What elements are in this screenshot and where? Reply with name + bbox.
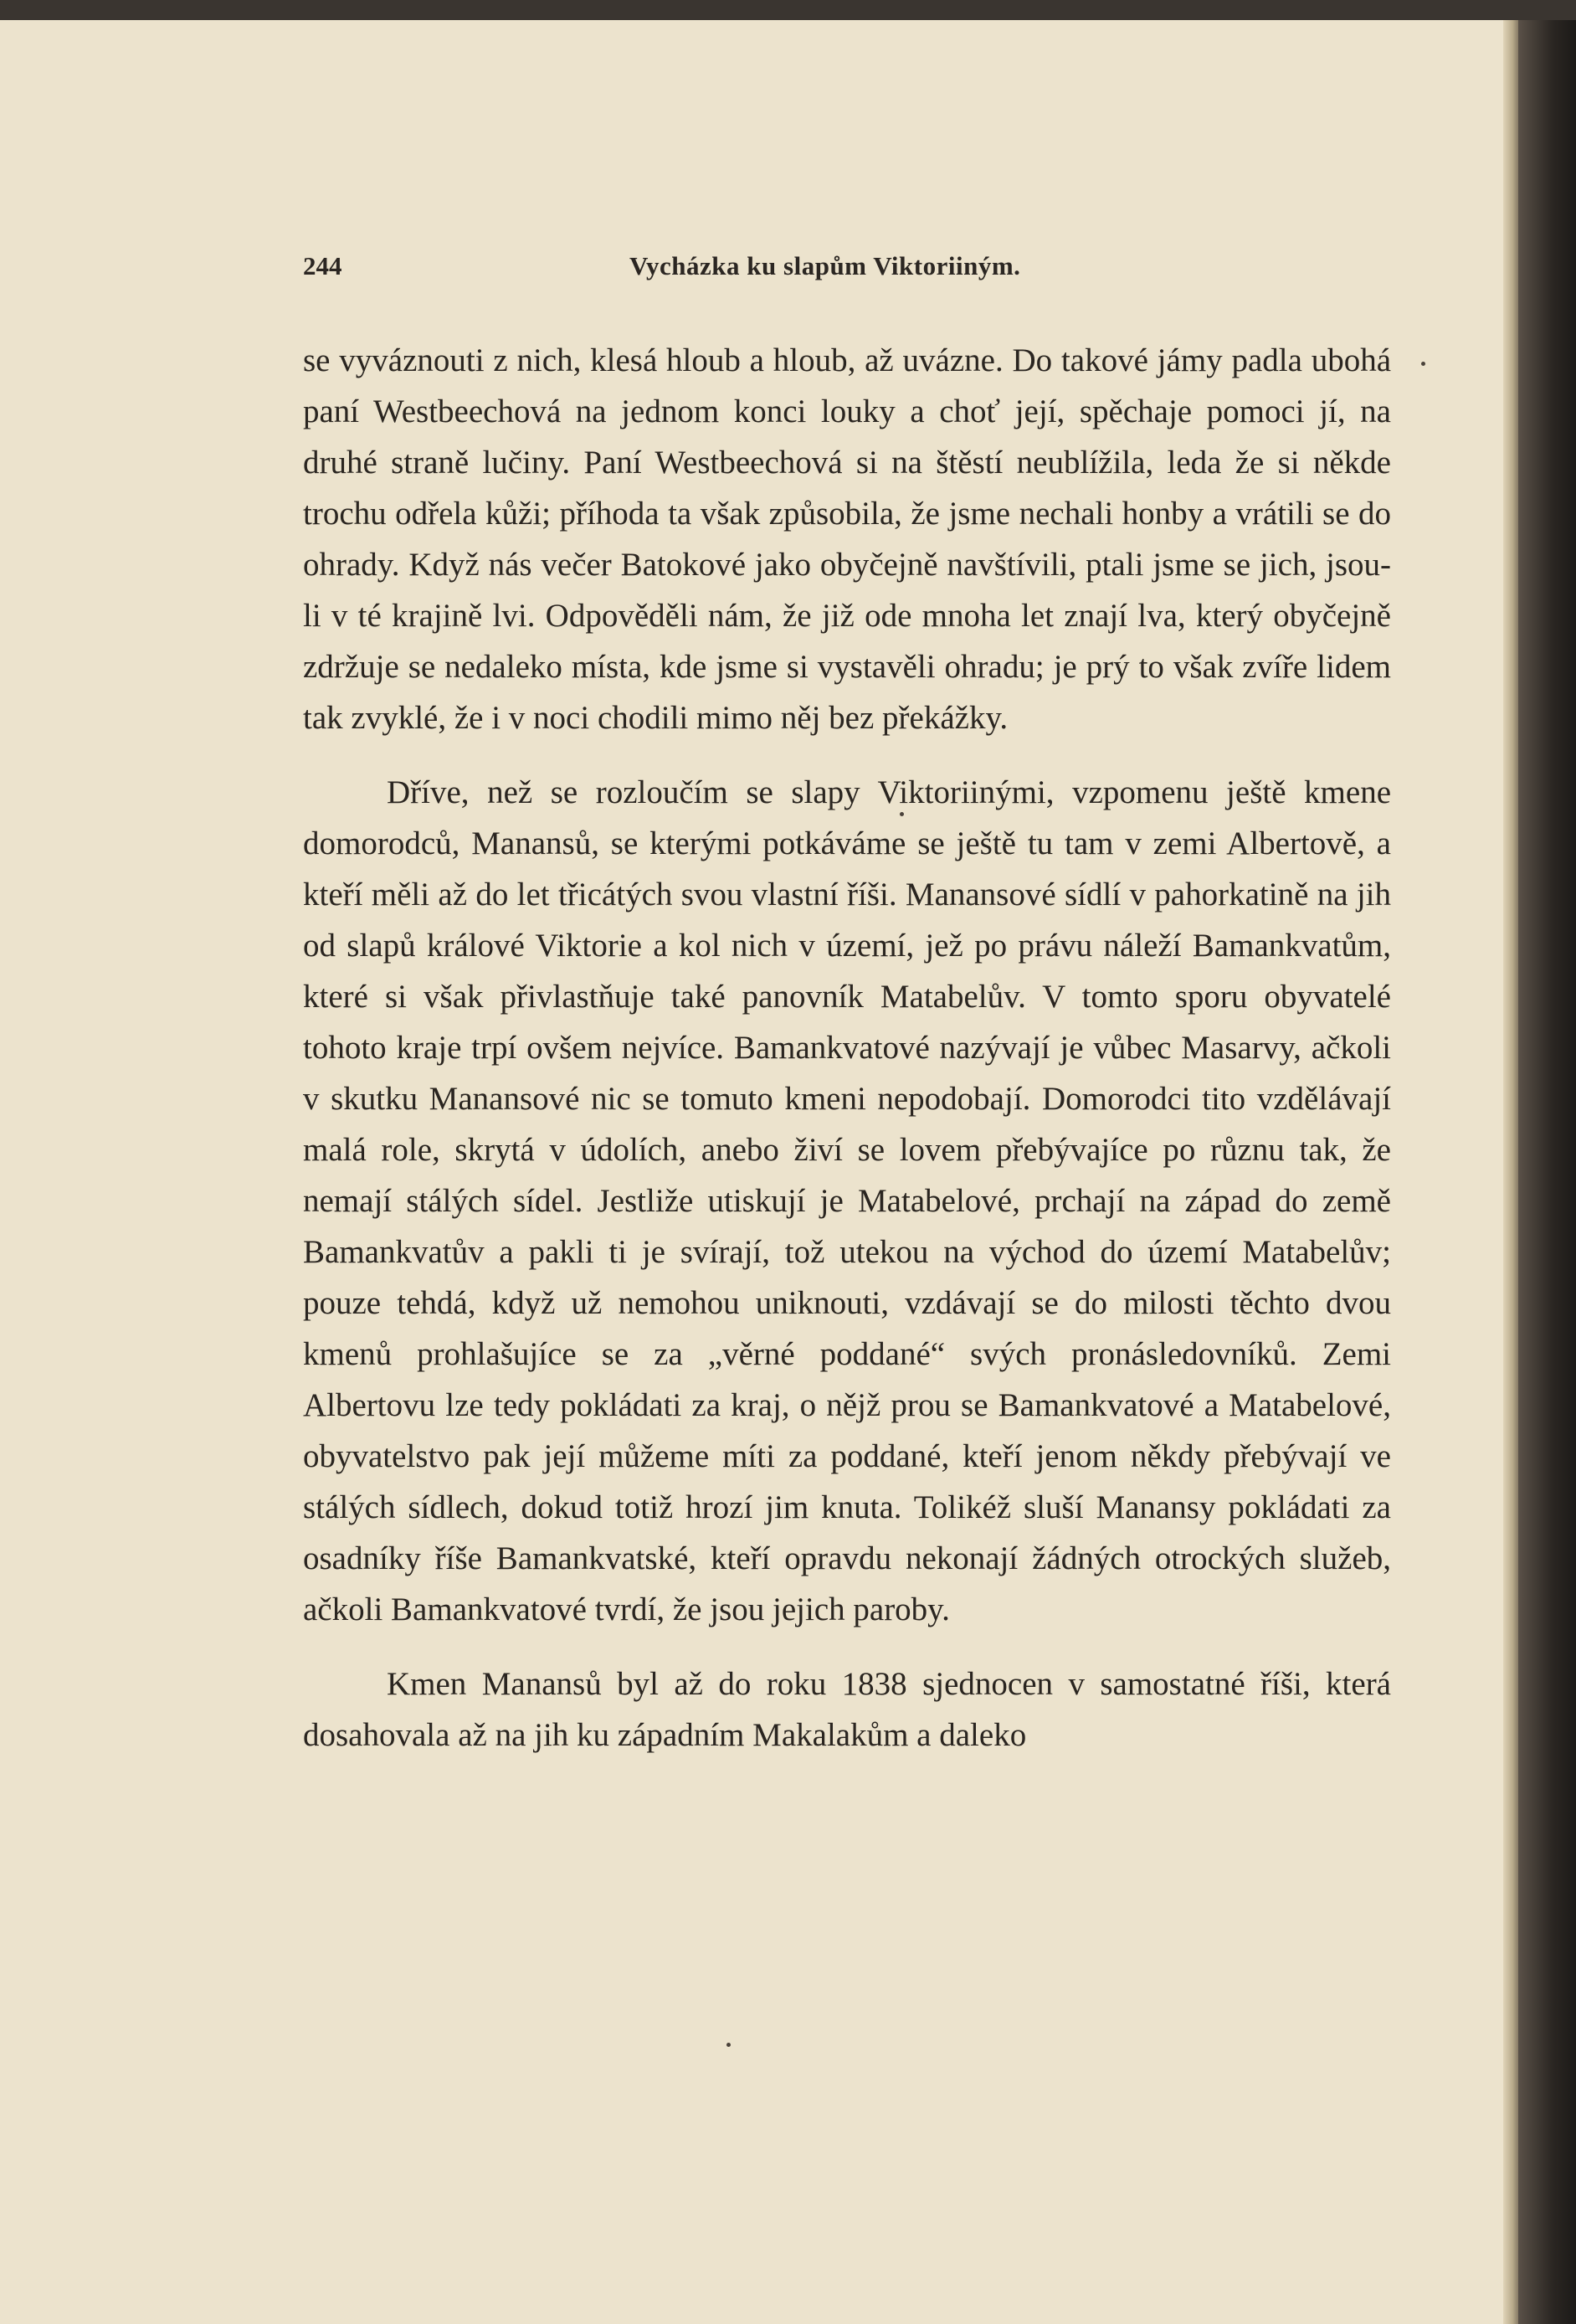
ink-speck bbox=[1421, 362, 1425, 366]
running-title: Vycházka ku slapům Viktoriiným. bbox=[629, 251, 1021, 280]
paragraph-manansove: Dříve, než se rozloučím se slapy Viktoriinými, vzpomenu ještě kmene domorodců, Manansů, se kterými potkáváme se ještě tu tam v zemi Albertově, a kteří měli až do let třicátých svou vlastní říši. Manansové sídlí v pahorkatině na jih od slapů králové Viktorie a kol nich v území, jež po právu náleží Bamankvatům, které si však přivlastňuje také panovník Matabelův. V tomto sporu obyvatelé tohoto kraje trpí ovšem nejvíce. Bamankvatové nazývají je vůbec Masarvy, ačkoli v skutku Manansové nic se tomuto kmeni nepodobají. Domorodci tito vzdělávají malá role, skrytá v údolích, anebo živí se lovem přebývajíce po různu tak, že nemají stálých sídel. Jestliže utiskují je Matabelové, prchají na západ do země Bamankvatův a pakli ti je svírají, tož utekou na východ do území Matabelův; pouze tehdá, když už nemohou uniknouti, vzdávají se do milosti těchto dvou kmenů prohlašujíce se za „věrné poddané“ svých pronásledovníků. Zemi Albertovu lze tedy pokládati za kraj, o nějž prou se Bamankvatové a Matabelové, obyvatelstvo pak její můžeme míti za poddané, kteří jenom někdy přebývají ve stálých sídlech, dokud totiž hrozí jim knuta. Tolikéž sluší Manansy pokládati za osadníky říše Bamankvatské, kteří opravdu nekonají žádných otrockých služeb, ačkoli Bamankvatové tvrdí, že jsou jejich paroby. bbox=[303, 774, 1391, 1627]
ink-speck bbox=[726, 2043, 731, 2047]
book-binding bbox=[1518, 20, 1576, 2324]
running-head bbox=[303, 251, 1391, 293]
body-text bbox=[303, 335, 1391, 1761]
paragraph-kmen-manansu: Kmen Manansů byl až do roku 1838 sjednocen v samostatné říši, která dosahovala až na jih ku západním Makalakům a daleko bbox=[303, 1666, 1391, 1753]
paragraph-continuation: se vyváznouti z nich, klesá hloub a hloub, až uvázne. Do takové jámy padla ubohá paní Westbeechová na jednom konci louky a choť její, spěchaje pomoci jí, na druhé straně lučiny. Paní Westbeechová si na štěstí neublížila, leda že si někde trochu odřela kůži; příhoda ta však způsobila, že jsme nechali honby a vrátili se do ohrady. Když nás večer Batokové jako obyčejně navštívili, ptali jsme se jich, jsou-li v té krajině lvi. Odpověděli nám, že již ode mnoha let znají lva, který obyčejně zdržuje se nedaleko místa, kde jsme si vystavěli ohradu; je prý to však zvíře lidem tak zvyklé, že i v noci chodili mimo něj bez překážky. bbox=[303, 342, 1391, 736]
page-number: 244 bbox=[303, 251, 342, 280]
ink-speck bbox=[900, 812, 904, 816]
